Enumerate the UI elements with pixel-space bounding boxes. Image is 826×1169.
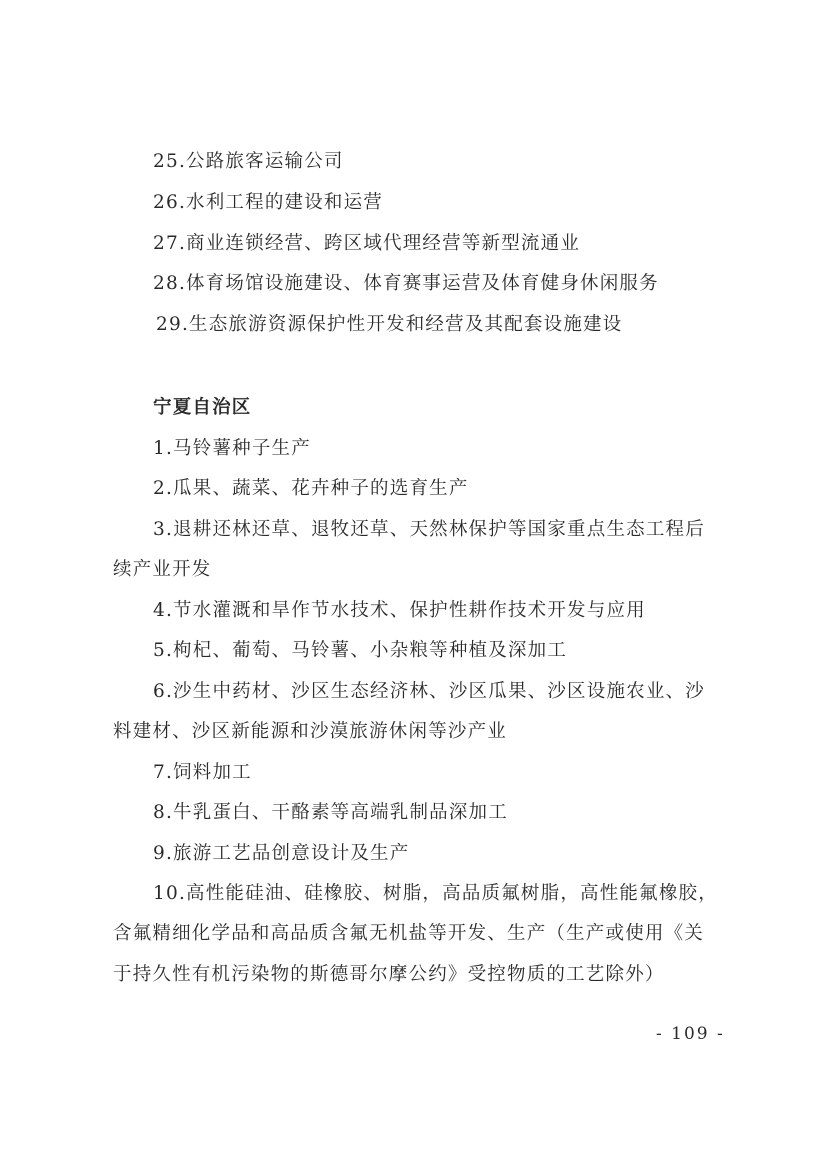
- list-item: 29.生态旅游资源保护性开发和经营及其配套设施建设: [156, 314, 623, 335]
- list-item: 2.瓜果、蔬菜、花卉种子的选育生产: [153, 478, 469, 499]
- list-item-continuation: 含氟精细化学品和高品质含氟无机盐等开发、生产（生产或使用《关: [113, 923, 705, 944]
- list-item: 27.商业连锁经营、跨区域代理经营等新型流通业: [153, 233, 581, 254]
- list-item: 1.马铃薯种子生产: [153, 438, 311, 459]
- list-item: 7.饲料加工: [153, 762, 252, 783]
- section-heading: 宁夏自治区: [153, 397, 252, 418]
- list-item: 25.公路旅客运输公司: [153, 151, 344, 172]
- list-item: 9.旅游工艺品创意设计及生产: [153, 843, 410, 864]
- list-item: 6.沙生中药材、沙区生态经济林、沙区瓜果、沙区设施农业、沙: [153, 681, 705, 702]
- list-item: 26.水利工程的建设和运营: [153, 192, 384, 213]
- list-item: 5.枸杞、葡萄、马铃薯、小杂粮等种植及深加工: [153, 640, 568, 661]
- list-item: 4.节水灌溉和旱作节水技术、保护性耕作技术开发与应用: [153, 600, 646, 621]
- list-item: 3.退耕还林还草、退牧还草、天然林保护等国家重点生态工程后: [153, 519, 705, 540]
- list-item-continuation: 料建材、沙区新能源和沙漠旅游休闲等沙产业: [113, 721, 508, 742]
- list-item: 10.高性能硅油、硅橡胶、树脂，高品质氟树脂，高性能氟橡胶，: [153, 883, 718, 904]
- list-item: 8.牛乳蛋白、干酪素等高端乳制品深加工: [153, 802, 508, 823]
- list-item-continuation: 于持久性有机污染物的斯德哥尔摩公约》受控物质的工艺除外）: [113, 964, 665, 985]
- list-item-continuation: 续产业开发: [113, 559, 212, 580]
- page-number: - 109 -: [656, 1024, 725, 1044]
- list-item: 28.体育场馆设施建设、体育赛事运营及体育健身休闲服务: [153, 273, 659, 294]
